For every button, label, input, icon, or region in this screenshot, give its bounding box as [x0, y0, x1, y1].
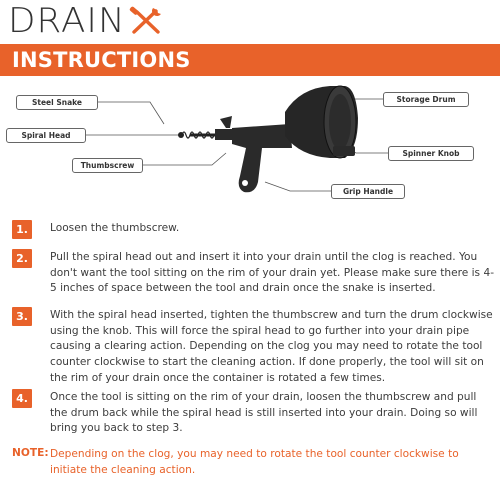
step-number: 2. [12, 249, 32, 268]
step-number: 1. [12, 220, 32, 239]
step-text: Pull the spiral head out and insert it into your drain until the clog is reached. You don't want the tool sitting on the rim of your drain yet. Please make sure there is 4-5 inches of space between the tool and drain once the snake is inserted. [50, 251, 495, 295]
drain-snake-diagram [0, 78, 500, 208]
label-grip-handle: Grip Handle [331, 184, 405, 199]
label-steel-snake: Steel Snake [16, 95, 98, 110]
note-label: NOTE: [12, 447, 49, 459]
label-thumbscrew: Thumbscrew [72, 158, 143, 173]
label-storage-drum: Storage Drum [383, 92, 469, 107]
instructions-banner [0, 44, 500, 76]
step-text: Loosen the thumbscrew. [50, 222, 180, 234]
step-text: With the spiral head inserted, tighten the thumbscrew and turn the drum clockwise using the knob. This will force the spiral head to go further into your drain pipe causing a clearing action. Depending on the clog you may need to rotate the tool counter clockwise to start the cleaning action. If done properly, the tool will sit on the rim of your drain once the container is rotated a few times. [50, 309, 493, 384]
brand-name: DRAIN [8, 1, 126, 41]
label-spinner-knob: Spinner Knob [388, 146, 474, 161]
banner-title: INSTRUCTIONS [12, 48, 191, 72]
note-text: Depending on the clog, you may need to rotate the tool counter clockwise to initiate the cleaning action. [50, 448, 459, 476]
step-text: Once the tool is sitting on the rim of your drain, loosen the thumbscrew and pull the drum back while the spiral head is still inserted into your drain. Doing so will bring you back to step 3. [50, 391, 478, 435]
label-spiral-head: Spiral Head [6, 128, 86, 143]
brand-logo [8, 0, 164, 42]
crossed-wrench-plunger-icon [128, 6, 164, 36]
step-number: 3. [12, 307, 32, 326]
step-number: 4. [12, 389, 32, 408]
